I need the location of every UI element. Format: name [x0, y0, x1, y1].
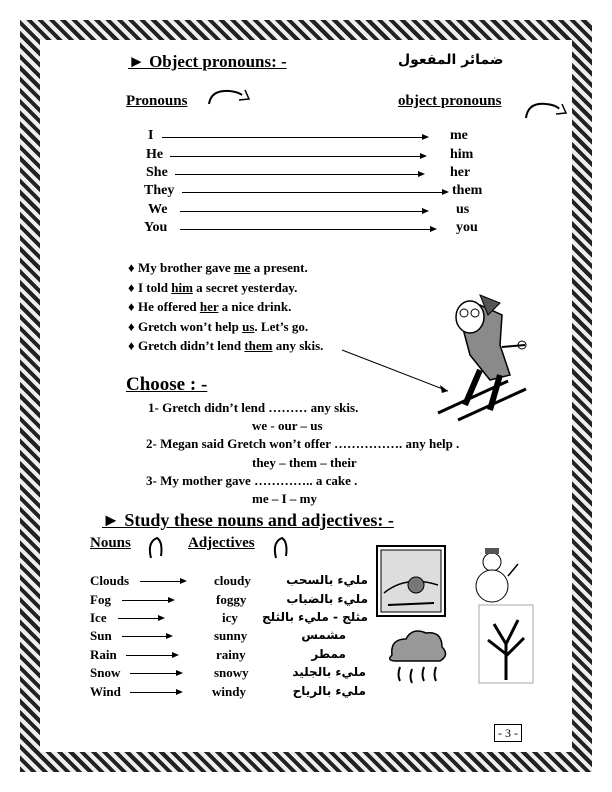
curved-arrow-icon	[522, 98, 570, 124]
question-3-options: me – I – my	[252, 491, 317, 506]
arrow-head-icon	[422, 208, 429, 214]
adjective: foggy	[216, 592, 247, 607]
question-2: 2- Megan said Gretch won’t offer ……………. any help .	[146, 436, 460, 451]
object-pronoun: them	[452, 183, 483, 198]
list-item: ♦ Gretch won’t help us. Let’s go.	[128, 318, 309, 334]
arabic-translation: مليء بالجليد	[292, 665, 366, 679]
arrow-head-icon	[418, 171, 425, 177]
adjectives-header: Adjectives	[188, 535, 255, 551]
curved-arrow-icon	[270, 534, 292, 560]
arabic-translation: مليء بالضباب	[286, 592, 368, 606]
adjective: snowy	[214, 665, 249, 680]
nouns-header: Nouns	[90, 535, 131, 551]
noun: Wind	[90, 684, 121, 699]
arrow-line	[140, 581, 180, 582]
question-1: 1- Gretch didn’t lend ……… any skis.	[148, 400, 359, 415]
adjective: rainy	[216, 647, 246, 662]
arrow-line	[126, 655, 172, 656]
section-title-object-pronouns: ► Object pronouns: -	[128, 52, 287, 71]
rain-cloud-icon	[382, 625, 452, 695]
example-sentences	[128, 258, 323, 356]
arrow-line	[175, 174, 420, 175]
adjective: icy	[222, 610, 238, 625]
noun: Snow	[90, 665, 121, 680]
arrow-head-icon	[176, 670, 183, 676]
arrow-head-icon	[176, 689, 183, 695]
arabic-translation: مشمس	[301, 628, 346, 642]
subject-pronoun: I	[148, 128, 154, 143]
arabic-translation: مليء بالرياح	[292, 684, 366, 698]
arrow-line	[118, 618, 158, 619]
subject-pronoun: She	[146, 165, 168, 180]
arrow-head-icon	[430, 226, 437, 232]
arabic-title: ضمائر المفعول	[398, 52, 504, 68]
arabic-translation: ممطر	[311, 647, 346, 661]
choose-heading: Choose : -	[126, 374, 208, 395]
arrow-head-icon	[166, 633, 173, 639]
noun: Rain	[90, 647, 117, 662]
arrow-line	[122, 600, 168, 601]
arrow-head-icon	[158, 615, 165, 621]
object-pronoun: him	[450, 147, 474, 162]
question-1-options: we - our – us	[252, 418, 323, 433]
subject-pronoun: You	[144, 220, 168, 235]
arrow-line	[122, 636, 166, 637]
subject-pronoun: He	[146, 147, 164, 162]
pronouns-header: Pronouns	[126, 93, 188, 109]
adjective: windy	[212, 684, 246, 699]
arrow-head-icon	[442, 189, 449, 195]
arrow-line	[180, 229, 432, 230]
noun: Sun	[90, 628, 112, 643]
noun: Clouds	[90, 573, 130, 588]
arrow-line	[130, 673, 176, 674]
arrow-head-icon	[172, 652, 179, 658]
icy-scene-illustration	[376, 545, 446, 617]
curved-arrow-icon	[145, 534, 167, 560]
question-3: 3- My mother gave ………….. a cake .	[146, 473, 358, 488]
arrow-line	[170, 156, 422, 157]
arabic-translation: مثلج - مليء بالثلج	[262, 610, 368, 624]
object-pronoun: her	[450, 165, 471, 180]
skier-illustration	[330, 285, 540, 425]
object-pronoun: me	[450, 128, 468, 143]
list-item: ♦ He offered her a nice drink.	[128, 299, 292, 314]
subject-pronoun: They	[144, 183, 175, 198]
arrow-head-icon	[180, 578, 187, 584]
list-item: ♦ I told him a secret yesterday.	[128, 279, 298, 295]
object-pronoun: you	[456, 220, 478, 235]
subject-pronoun: We	[148, 202, 168, 217]
bare-tree-icon	[478, 604, 534, 684]
list-item: ♦ My brother gave me a present.	[128, 260, 308, 275]
noun: Fog	[90, 592, 111, 607]
curved-arrow-icon	[205, 86, 253, 108]
list-item: ♦ Gretch didn’t lend them any skis.	[128, 338, 324, 353]
question-2-options: they – them – their	[252, 455, 357, 470]
noun: Ice	[90, 610, 107, 625]
object-pronoun: us	[456, 202, 470, 217]
adjective: cloudy	[214, 573, 251, 588]
arrow-head-icon	[168, 597, 175, 603]
arrow-line	[180, 211, 424, 212]
object-pronouns-header: object pronouns	[398, 93, 502, 109]
page-number: - 3 -	[494, 724, 522, 742]
arrow-head-icon	[422, 134, 429, 140]
study-heading: ► Study these nouns and adjectives: -	[102, 510, 394, 530]
arrow-line	[130, 692, 176, 693]
snowman-icon	[470, 542, 520, 604]
arabic-translation: مليء بالسحب	[286, 573, 368, 587]
arrow-head-icon	[420, 153, 427, 159]
arrow-line	[162, 137, 424, 138]
arrow-line	[182, 192, 444, 193]
adjective: sunny	[214, 628, 248, 643]
